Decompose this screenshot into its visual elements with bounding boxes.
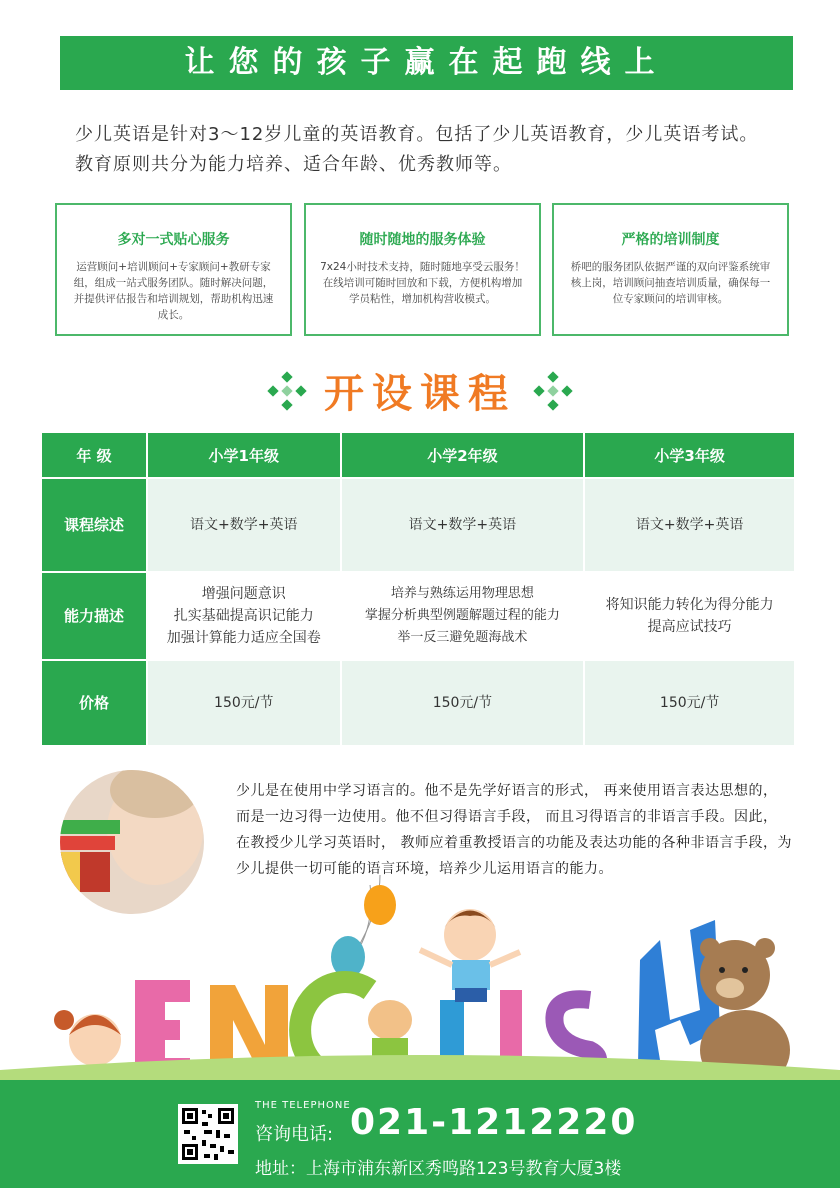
table-cell <box>147 572 341 660</box>
telephone-number[interactable]: 021-1212220 <box>350 1102 638 1143</box>
ability-line: 将知识能力转化为得分能力 <box>605 597 774 613</box>
row-label: 能力描述 <box>41 572 147 660</box>
ability-line: 提高应试技巧 <box>647 619 732 635</box>
address-text: 地址：上海市浦东新区秀鸣路123号教育大厦3楼 <box>255 1159 622 1179</box>
table-cell <box>341 572 585 660</box>
ability-line: 扎实基础提高识记能力 <box>173 608 314 624</box>
telephone-label: 咨询电话: <box>255 1124 334 1145</box>
table-cell: 150元/节 <box>341 660 585 746</box>
table-cell: 150元/节 <box>147 660 341 746</box>
diamond-ornament-icon <box>533 371 573 411</box>
puppy-character-icon <box>368 1000 412 1058</box>
feature-title: 多对一式贴心服务 <box>117 232 230 248</box>
boy-character-icon <box>420 909 520 1002</box>
qr-code-icon[interactable] <box>178 1104 238 1164</box>
headline-banner: 让您的孩子赢在起跑线上 <box>60 36 793 90</box>
diamond-ornament-icon <box>267 371 307 411</box>
feature-desc: 7x24小时技术支持，随时随地享受云服务！在线培训可随时回放和下载，方便机构增加学员粘性，增加机构营收模式。 <box>320 261 525 305</box>
ability-line: 加强计算能力适应全国卷 <box>166 630 321 646</box>
table-cell: 语文+数学+英语 <box>147 478 341 572</box>
table-header-cell: 小学1年级 <box>147 432 341 478</box>
course-table <box>40 431 796 747</box>
table-row <box>41 478 795 572</box>
table-cell: 150元/节 <box>584 660 795 746</box>
feature-card-1 <box>55 203 292 336</box>
table-row <box>41 660 795 746</box>
table-row <box>41 572 795 660</box>
ability-line: 举一反三避免题海战术 <box>397 630 528 645</box>
feature-desc: 桥吧的服务团队依据严谨的双向评鉴系统审核上岗，培训顾问抽查培训质量，确保每一位专家顾问的培训审核。 <box>570 261 771 305</box>
table-cell: 语文+数学+英语 <box>584 478 795 572</box>
ability-line: 掌握分析典型例题解题过程的能力 <box>364 608 560 623</box>
table-cell: 语文+数学+英语 <box>341 478 585 572</box>
ability-line: 增强问题意识 <box>201 586 286 602</box>
section-heading <box>0 362 840 419</box>
table-header-cell: 小学3年级 <box>584 432 795 478</box>
table-header-row <box>41 432 795 478</box>
description-paragraph: 少儿是在使用中学习语言的。他不是先学好语言的形式， 再来使用语言表达思想的， 而是一边习得一边使用。他不但习得语言手段， 而且习得语言的非语言手段。因此， 在教授少儿学习英语时， 教师应着重教授语言的功能及表达功能的各种非语言手段，为少儿提供一切可能的语言环境，培养少儿运用语言的能力。 <box>236 783 792 877</box>
row-label: 价格 <box>41 660 147 746</box>
intro-text: 少儿英语是针对3～12岁儿童的英语教育。包括了少儿英语教育，少儿英语考试。教育原则共分为能力培养、适合年龄、优秀教师等。 <box>75 124 759 175</box>
ability-line: 培养与熟练运用物理思想 <box>390 586 534 601</box>
footer-bar <box>0 1080 840 1188</box>
feature-card-2 <box>304 203 541 336</box>
telephone-caption: THE TELEPHONE <box>255 1100 351 1111</box>
table-cell <box>584 572 795 660</box>
feature-title: 随时随地的服务体验 <box>359 232 486 248</box>
feature-title: 严格的培训制度 <box>621 232 720 248</box>
feature-desc: 运营顾问+培训顾问+专家顾问+教研专家组，组成一站式服务团队。随时解决问题，并提供评估报告和培训规划，帮助机构迅速成长。 <box>73 261 274 321</box>
row-label: 课程综述 <box>41 478 147 572</box>
english-letters-illustration <box>0 870 840 1090</box>
section-title: 开设课程 <box>324 371 516 417</box>
feature-card-3 <box>552 203 789 336</box>
table-header-cell: 年 级 <box>41 432 147 478</box>
girl-character-icon <box>54 1010 121 1066</box>
table-header-cell: 小学2年级 <box>341 432 585 478</box>
